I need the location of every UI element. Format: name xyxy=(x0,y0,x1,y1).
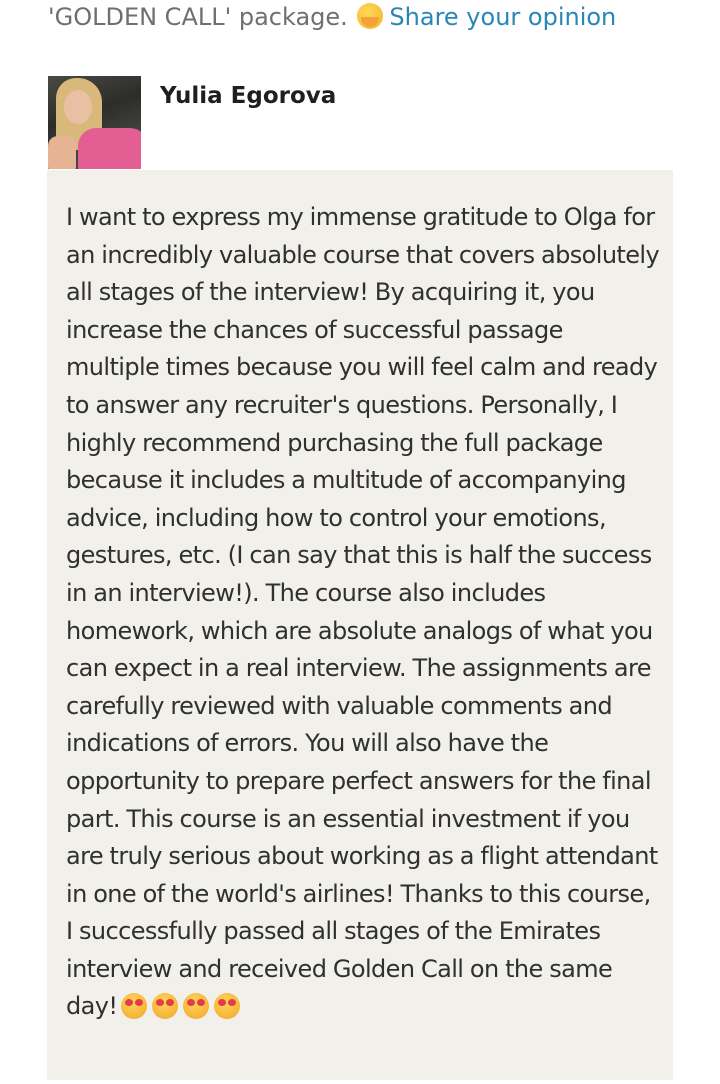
review-text: I want to express my immense gratitude to Olga for an incredibly valuable course that covers absolutely all stages of the interview! By acquiring it, you increase the chances of successful passage multiple times because you will feel calm and ready to answer any recruiter's questions. Personally, I highly recommend purchasing the full package because it includes a multitude of accompanying advice, including how to control your emotions, gestures, etc. (I can say that this is half the success in an interview!). The course also includes homework, which are absolute analogs of what you can expect in a real interview. The assignments are carefully reviewed with valuable comments and indications of errors. You will also have the opportunity to prepare perfect answers for the final part. This course is an essential investment if you are truly serious about working as a flight attendant in one of the world's airlines! Thanks to this course, I successfully passed all stages of the Emirates interview and received Golden Call on the same day! xyxy=(66,203,660,1021)
hugging-face-icon xyxy=(357,3,383,29)
package-header-line xyxy=(48,0,708,34)
review-body xyxy=(66,199,662,1031)
package-name-text: 'GOLDEN CALL' package. xyxy=(48,3,348,31)
share-opinion-link[interactable]: Share your opinion xyxy=(389,3,617,31)
avatar-arm-shape xyxy=(48,136,76,169)
heart-eyes-emoji-group xyxy=(121,993,245,1031)
heart-eyes-icon xyxy=(121,993,147,1019)
avatar[interactable] xyxy=(48,76,141,169)
avatar-face-shape xyxy=(64,90,92,124)
heart-eyes-icon xyxy=(152,993,178,1019)
heart-eyes-icon xyxy=(214,993,240,1019)
heart-eyes-icon xyxy=(183,993,209,1019)
avatar-shirt-shape xyxy=(78,128,141,169)
review-card xyxy=(47,170,673,1080)
author-name[interactable]: Yulia Egorova xyxy=(160,83,337,109)
